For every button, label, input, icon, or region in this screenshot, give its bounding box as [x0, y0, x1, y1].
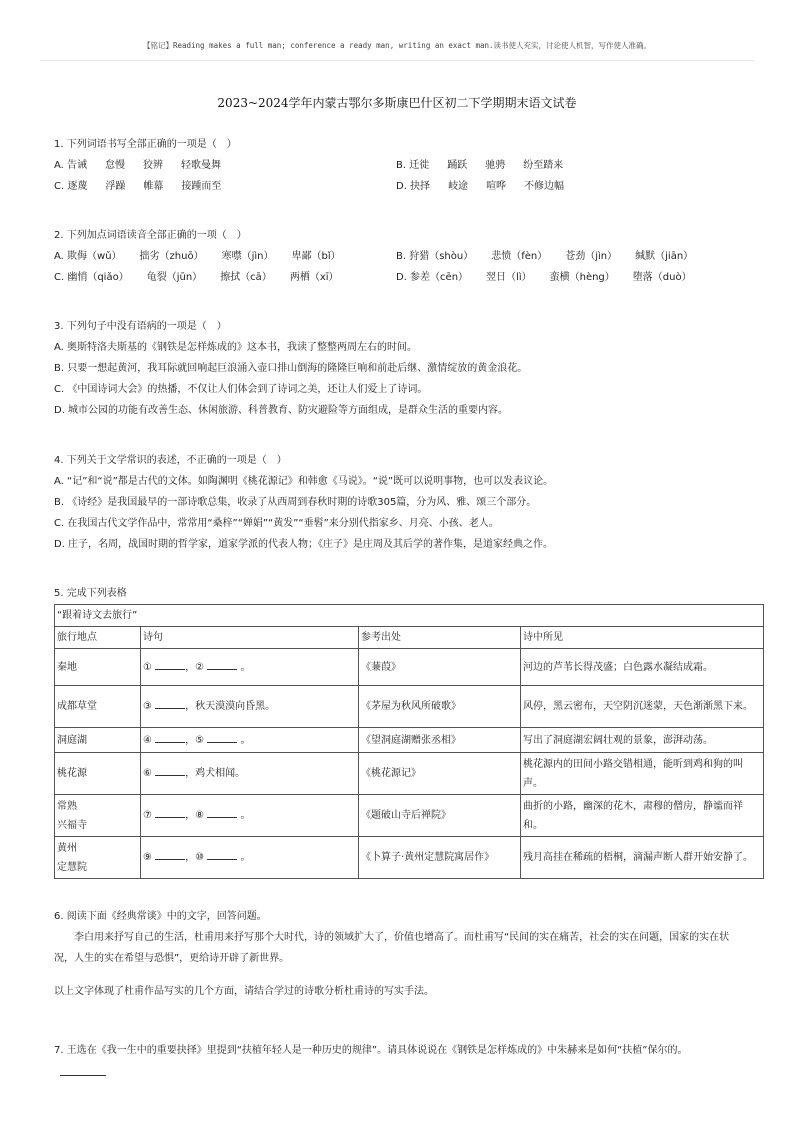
question-2	[54, 225, 744, 288]
travel-poetry-table	[54, 604, 764, 879]
q3-option-a: A. 奥斯特洛夫斯基的《钢铁是怎样炼成的》这本书，我读了整整两周左右的时间。	[54, 342, 418, 353]
answer-blank[interactable]	[207, 849, 237, 860]
header-note: 【铭记】Reading makes a full man; conference a ready man, writing an exact man.读书使人充实，讨论使人机智，写作使人准确。	[142, 41, 652, 50]
table-title: “跟着诗文去旅行”	[55, 605, 764, 627]
q2-option-d: D. 参差（cēn） 翌日（lì） 蛮横（hèng） 堕落（duò）	[396, 272, 692, 283]
answer-blank[interactable]	[207, 659, 237, 670]
table-title-row	[55, 605, 764, 627]
answer-line[interactable]	[60, 1075, 106, 1076]
q1-option-c: C. 逐蔑 浮躁 帷幕 接踵而至	[54, 181, 222, 192]
question-3-stem: 3. 下列句子中没有语病的一项是（ ）	[54, 321, 227, 332]
q2-option-c: C. 幽悄（qiǎo） 龟裂（jūn） 擦拭（cā） 两栖（xī）	[54, 272, 339, 283]
answer-blank[interactable]	[155, 807, 185, 818]
question-1-row-ab	[54, 155, 744, 176]
question-3	[54, 316, 744, 421]
question-6-question: 以上文字体现了杜甫作品写实的几个方面，请结合学过的诗歌分析杜甫诗的写实手法。	[54, 986, 434, 997]
question-6-stem: 6. 阅读下面《经典常谈》中的文字，回答问题。	[54, 911, 267, 922]
question-2-row-cd	[54, 267, 744, 288]
table-row: 常熟 兴福寺 ⑦ ，⑧ 。 《题破山寺后禅院》 曲折的小路，幽深的花木，肃穆的僧房，静谧而祥和。	[55, 795, 764, 837]
answer-blank[interactable]	[155, 765, 185, 776]
question-1-row-cd	[54, 176, 744, 197]
question-7	[54, 1040, 764, 1061]
question-2-row-ab	[54, 246, 744, 267]
q4-option-d: D. 庄子，名周，战国时期的哲学家，道家学派的代表人物；《庄子》是庄周及其后学的著作集，是道家经典之作。	[54, 539, 554, 550]
q3-option-d: D. 城市公园的功能有改善生态、休闲旅游、科普教育、防灾避险等方面组成，是群众生活的重要内容。	[54, 405, 509, 416]
q4-option-b: B. 《诗经》是我国最早的一部诗歌总集，收录了从西周到春秋时期的诗歌305篇，分为风、雅、颂三个部分。	[54, 497, 537, 508]
header-verse: 诗句	[141, 627, 359, 649]
q4-option-c: C. 在我国古代文学作品中，常常用“桑梓”“婵娟”“黄发”“垂髫”来分别代指家乡、月亮、小孩、老人。	[54, 518, 499, 529]
answer-blank[interactable]	[155, 732, 185, 743]
table-header-row	[55, 627, 764, 649]
header-divider	[40, 60, 754, 61]
q1-option-d: D. 抉择 岐途 喧哗 不修边幅	[396, 181, 565, 192]
question-4-stem: 4. 下列关于文学常识的表述，不正确的一项是（ ）	[54, 455, 287, 466]
table-row: 洞庭湖 ④ ，⑤ 。 《望洞庭湖赠张丞相》 写出了洞庭湖宏阔壮观的景象，澎湃动荡。	[55, 728, 764, 753]
exam-title: 2023~2024学年内蒙古鄂尔多斯康巴什区初二下学期期末语文试卷	[217, 96, 577, 110]
question-5-stem: 5. 完成下列表格	[54, 588, 127, 599]
question-6-passage: 李白用来抒写自己的生活，杜甫用来抒写那个大时代，诗的领域扩大了，价值也增高了。而杜甫写“民间的实在痛苦，社会的实在问题，国家的实在状况，人生的实在希望与恐惧”，更给诗开辟了新世界。	[54, 932, 730, 964]
q1-option-b: B. 迁徙 踊跃 驰骋 纷至踏来	[396, 160, 564, 171]
table-row: 成都草堂 ③ ，秋天漠漠向昏黑。 《茅屋为秋风所破歌》 风停，黑云密布，天空阴沉迷蒙，天色渐渐黑下来。	[55, 686, 764, 728]
q4-option-a: A. “记”和“说”都是古代的文体。如陶渊明《桃花源记》和韩愈《马说》。“说”既可以说明事物，也可以发表议论。	[54, 476, 554, 487]
table-row: 秦地 ① ，② 。 《蒹葭》 河边的芦苇长得茂盛；白色露水凝结成霜。	[55, 649, 764, 686]
q2-option-b: B. 狩猎（shòu） 悲愤（fèn） 苍劲（jìn） 缄默（jiān）	[396, 251, 694, 262]
question-1-stem: 1. 下列词语书写全部正确的一项是（ ）	[54, 139, 237, 150]
question-2-stem: 2. 下列加点词语读音全部正确的一项（ ）	[54, 230, 247, 241]
question-1	[54, 134, 744, 197]
q2-option-a: A. 欺侮（wǔ） 拙劣（zhuō） 寒噤（jìn） 卑鄙（bǐ）	[54, 251, 341, 262]
answer-blank[interactable]	[207, 807, 237, 818]
answer-blank[interactable]	[155, 698, 185, 709]
table-row: 黄州 定慧院 ⑨ ，⑩ 。 《卜算子·黄州定慧院寓居作》 残月高挂在稀疏的梧桐，滴漏声断人群开始安静了。	[55, 837, 764, 879]
question-7-stem: 7. 王选在《我一生中的重要抉择》里提到“扶植年轻人是一种历史的规律”。请具体说说在《钢铁是怎样炼成的》中朱赫来是如何“扶植”保尔的。	[54, 1045, 688, 1056]
q3-option-b: B. 只要一想起黄河，我耳际就回响起巨浪涌入壶口排山倒海的隆隆巨响和前赴后继、激情绽放的黄金浪花。	[54, 363, 528, 374]
q1-option-a: A. 告诫 怠慢 狡辨 轻歌曼舞	[54, 160, 222, 171]
header-place: 旅行地点	[55, 627, 141, 649]
table-row: 桃花源 ⑥ ，鸡犬相闻。 《桃花源记》 桃花源内的田间小路交错相通，能听到鸡和狗的叫声。	[55, 753, 764, 795]
answer-blank[interactable]	[207, 732, 237, 743]
answer-blank[interactable]	[155, 659, 185, 670]
answer-blank[interactable]	[155, 849, 185, 860]
question-6	[54, 906, 744, 1002]
question-5	[54, 583, 744, 604]
q3-option-c: C. 《中国诗词大会》的热播，不仅让人们体会到了诗词之美，还让人们爱上了诗词。	[54, 384, 428, 395]
header-source: 参考出处	[359, 627, 521, 649]
question-4	[54, 450, 744, 555]
header-scene: 诗中所见	[521, 627, 764, 649]
